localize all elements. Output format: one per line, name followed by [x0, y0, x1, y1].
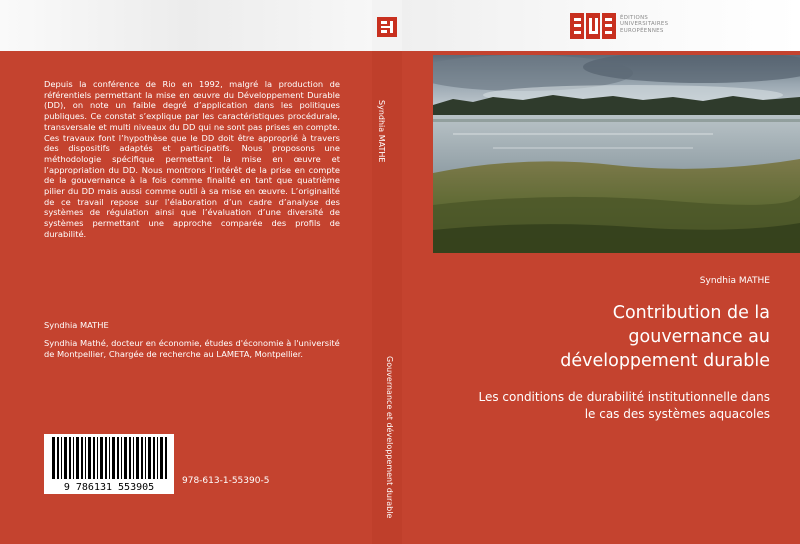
barcode-bar [148, 437, 151, 479]
barcode-bar [73, 437, 74, 479]
barcode-bar [160, 437, 163, 479]
barcode-bar [145, 437, 146, 479]
barcode-bar [165, 437, 167, 479]
book-title [440, 301, 770, 373]
barcode-bar [64, 437, 67, 479]
barcode-bars [44, 434, 174, 494]
title-line: Contribution de la [612, 303, 770, 323]
barcode-bar [69, 437, 71, 479]
publisher-name [620, 15, 668, 34]
front-cover-author: Syndhia MATHE [699, 276, 770, 286]
barcode-bar [57, 437, 59, 479]
barcode-bar [105, 437, 107, 479]
barcode-bar [157, 437, 158, 479]
barcode-bar [88, 437, 91, 479]
barcode [44, 434, 174, 494]
barcode-bar [121, 437, 122, 479]
barcode-bar [136, 437, 139, 479]
barcode-bar [61, 437, 62, 479]
barcode-bar [85, 437, 86, 479]
front-cover [402, 0, 800, 544]
barcode-bar [93, 437, 95, 479]
subtitle-line: Les conditions de durabilité institutionnelle dans [478, 390, 770, 404]
back-cover-author: Syndhia MATHE [44, 320, 109, 330]
barcode-bar [109, 437, 110, 479]
barcode-bar [141, 437, 143, 479]
publisher-line: EUROPÉENNES [620, 27, 664, 34]
publisher-logo-icon [375, 15, 399, 39]
barcode-bar [81, 437, 83, 479]
barcode-bar [117, 437, 119, 479]
barcode-bar [100, 437, 103, 479]
back-cover [0, 0, 372, 544]
title-line: développement durable [560, 351, 770, 371]
author-bio: Syndhia Mathé, docteur en économie, études d'économie à l'université de Montpellier, Chargée de recherche au LAMETA, Montpellier. [44, 338, 340, 359]
cover-photo-lake [433, 55, 800, 253]
barcode-bar [124, 437, 127, 479]
barcode-digits: 9 786131 553905 [63, 482, 155, 493]
barcode-bar [112, 437, 115, 479]
barcode-bar [97, 437, 98, 479]
lake-landscape-image [433, 55, 800, 253]
barcode-bar [76, 437, 79, 479]
subtitle-line: le cas des systèmes aquacoles [584, 407, 770, 421]
publisher-line: ÉDITIONS [620, 15, 649, 21]
publisher-line: UNIVERSITAIRES [620, 21, 669, 28]
publisher-logo-icon [570, 13, 616, 39]
title-line: gouvernance au [628, 327, 770, 347]
barcode-bar [133, 437, 134, 479]
back-cover-blurb: Depuis la conférence de Rio en 1992, malgré la production de référentiels permettant la mise en œuvre du Développement Durable (DD), on note un faible degré d’application dans les politiques publiques. Ce constat s’explique par les caractéristiques procédurale, transversale et multi niveaux du DD qui ne sont pas prises en compte. Ces travaux font l’hypothèse que le DD doit être approprié à travers des dispositifs adaptés et participatifs. Nous proposons une méthodologie spécifique permettant la mise en œuvre et l’appropriation du DD. Nous montrons l’intérêt de la prise en compte de la gouvernance à la fois comme finalité en tant que quatrième pilier du DD mais aussi comme outil à sa mise en œuvre. L’originalité de ce travail repose sur l’élaboration d’un cadre d’analyse des systèmes de régulation ainsi que l’évaluation d’une diversité de systèmes permettant une approche comparée des profils de durabilité. [44, 79, 340, 239]
barcode-bar [129, 437, 131, 479]
isbn: 978-613-1-55390-5 [182, 476, 270, 486]
barcode-bar [153, 437, 155, 479]
barcode-bar [52, 437, 55, 479]
back-cover-top-band [0, 0, 372, 51]
book-subtitle [440, 389, 770, 423]
